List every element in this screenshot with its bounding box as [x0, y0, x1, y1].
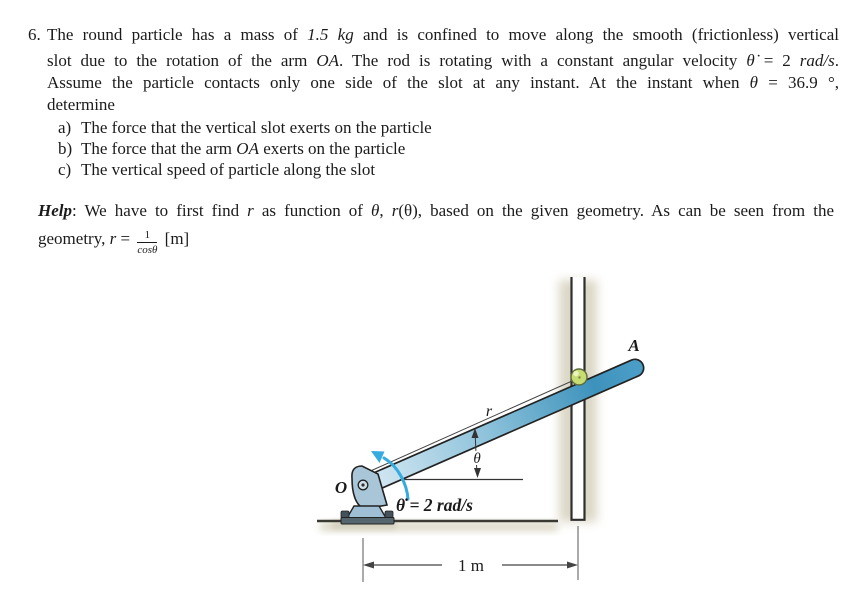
help-line-2: geometry, r = $\frac{1}{\cos\theta}$ [m] — [38, 229, 190, 256]
label-dimension-1m: 1 m — [458, 556, 484, 575]
problem-line-4: determine — [47, 95, 115, 114]
fraction: $\frac{1}{\cos\theta}$ — [137, 229, 158, 256]
base-bolt-right-icon — [385, 511, 393, 518]
problem-line-3: Assume the particle contacts only one side of the slot at any instant. At the instant when θ = 36.9 °, — [47, 73, 840, 92]
item-a-label: a) — [58, 118, 72, 137]
rotation-arrow-head-icon — [371, 451, 385, 463]
problem-number: 6. — [28, 25, 41, 44]
label-angular-velocity: θ̇ = 2 rad/s — [396, 495, 473, 515]
item-b-label: b) — [58, 139, 73, 158]
item-a-text: The force that the vertical slot exerts on the particle — [81, 118, 432, 137]
item-b-text: The force that the arm OA exerts on the particle — [81, 139, 406, 158]
particle-highlight — [573, 371, 579, 377]
theta-down-arrow-icon — [474, 468, 481, 478]
dimension-arrow-right-icon — [567, 562, 578, 569]
problem-line-2: slot due to the rotation of the arm OA. The rod is rotating with a constant angular velocity θ̇ = 2 rad/s. — [47, 51, 840, 70]
item-c-label: c) — [58, 160, 72, 179]
label-tip-A: A — [628, 336, 640, 355]
label-r: r — [485, 403, 493, 420]
pivot-pin-center — [361, 483, 364, 486]
pivot-base-plate — [341, 518, 394, 525]
particle-center-dot — [578, 376, 580, 378]
label-theta: θ — [473, 451, 481, 467]
pivot-base — [347, 506, 386, 518]
base-bolt-left-icon — [341, 511, 349, 518]
r-dimension-line — [366, 381, 572, 473]
help-line-1: Help: We have to first find r as function of θ, r(θ), based on the given geometry. As can be seen from the — [38, 201, 834, 220]
problem-line-1: The round particle has a mass of 1.5 kg and is confined to move along the smooth (frictionless) vertical — [47, 25, 839, 44]
item-c-text: The vertical speed of particle along the slot — [81, 160, 376, 179]
label-pivot-O: O — [334, 478, 348, 497]
dimension-arrow-left-icon — [363, 562, 374, 569]
